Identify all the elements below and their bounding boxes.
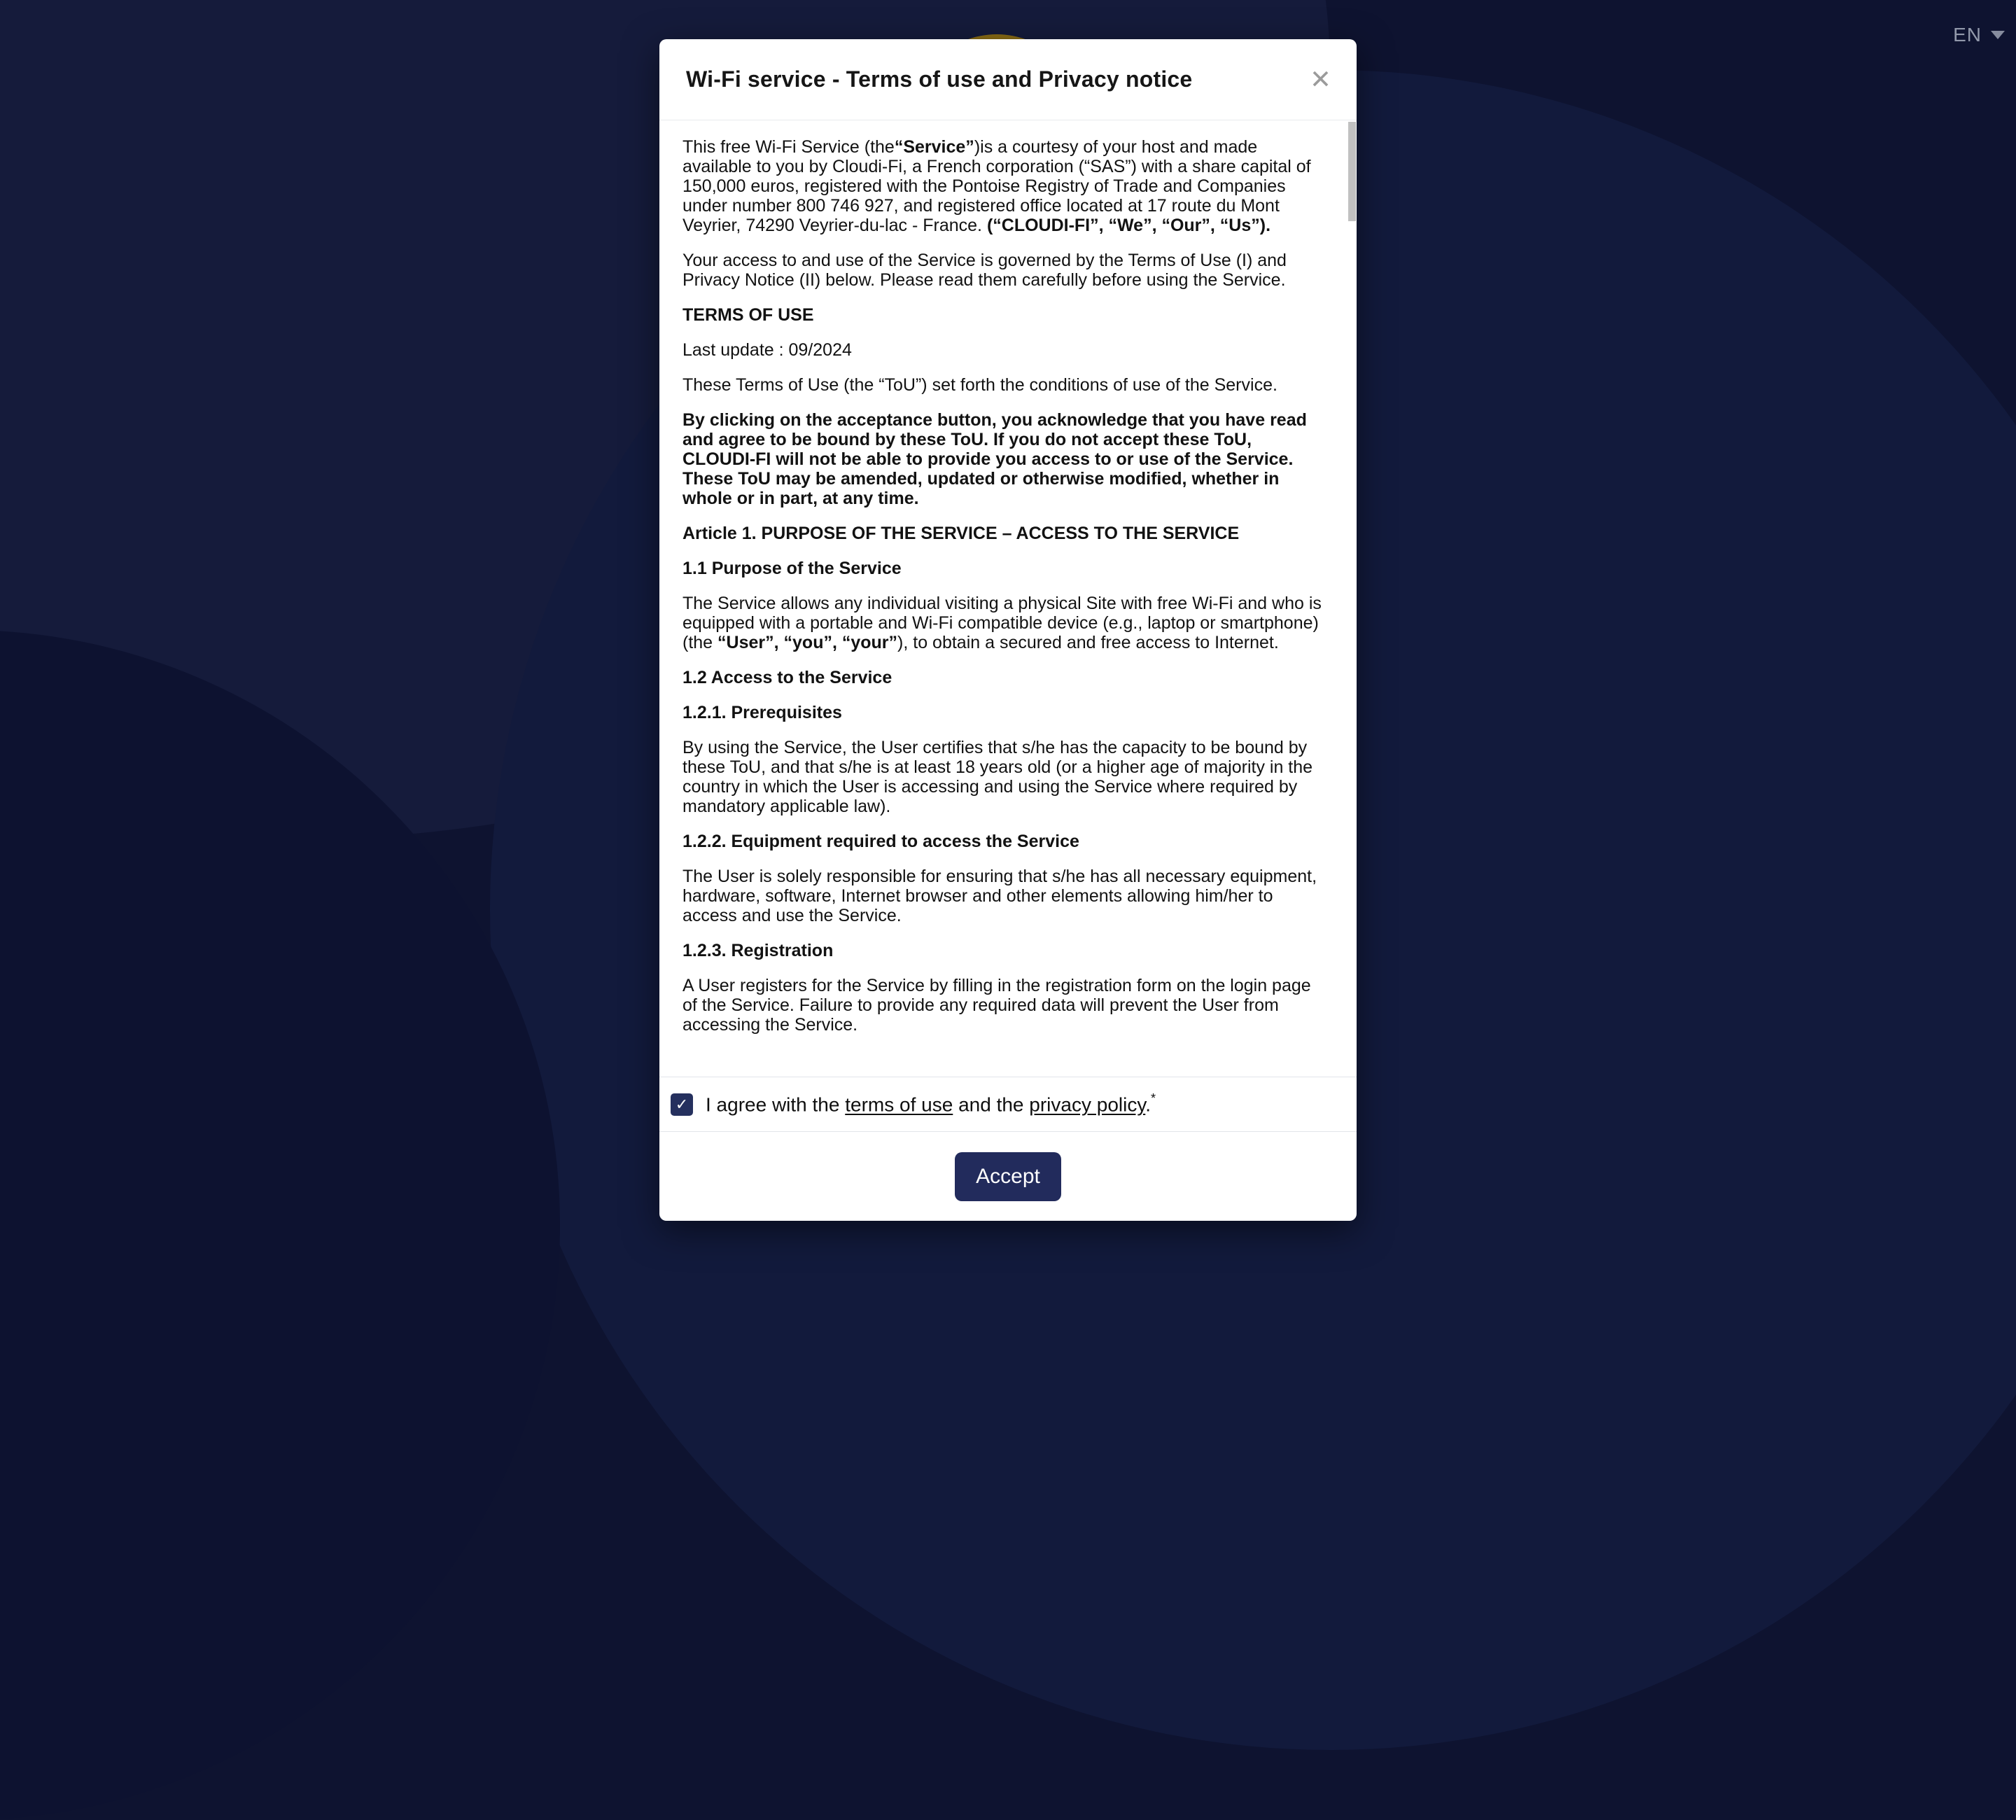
terms-of-use-link[interactable]: terms of use [845,1093,953,1116]
terms-paragraph: These Terms of Use (the “ToU”) set forth the conditions of use of the Service. [682,375,1278,395]
accept-button[interactable]: Accept [955,1152,1061,1201]
privacy-policy-link[interactable]: privacy policy [1029,1093,1146,1116]
terms-heading: 1.2.1. Prerequisites [682,703,842,722]
terms-heading: Article 1. PURPOSE OF THE SERVICE – ACCESS TO THE SERVICE [682,524,1240,543]
agreement-text-prefix: I agree with the [706,1093,846,1116]
language-label: EN [1953,24,1982,46]
terms-scroll-area[interactable] [659,120,1357,1077]
terms-paragraph: The User is solely responsible for ensuring that s/he has all necessary equipment, hardware, software, Internet browser and other elements allowing him/her to access and use the Service. [682,867,1317,925]
agree-checkbox[interactable] [671,1093,693,1116]
check-icon: ✓ [675,1095,689,1113]
terms-heading: 1.2.2. Equipment required to access the Service [682,832,1079,851]
terms-paragraph: A User registers for the Service by filling in the registration form on the login page of the Service. Failure to provide any required data will prevent the User from accessing the Service. [682,976,1311,1035]
terms-content [659,120,1357,1035]
terms-paragraph: By using the Service, the User certifies that s/he has the capacity to be bound by these ToU, and that s/he is at least 18 years old (or a higher age of majority in the country in which the User is accessing and using the Service where required by mandatory applicable law). [682,738,1313,816]
terms-heading: 1.1 Purpose of the Service [682,559,902,578]
terms-heading: 1.2 Access to the Service [682,668,892,687]
terms-heading: 1.2.3. Registration [682,941,834,960]
required-marker: * [1151,1091,1156,1105]
terms-paragraph: The Service allows any individual visiting a physical Site with free Wi-Fi and who is equipped with a portable and Wi-Fi compatible device (e.g., laptop or smartphone) (the “User”, “you”, “your”), to obtain a secured and free access to Internet. [682,594,1322,652]
close-button[interactable] [1306,66,1336,92]
terms-paragraph: Your access to and use of the Service is governed by the Terms of Use (I) and Privacy Notice (II) below. Please read them carefully before using the Service. [682,251,1287,290]
scrollbar-thumb[interactable] [1348,122,1356,221]
agreement-row [659,1077,1357,1132]
agreement-text-suffix: . [1145,1093,1152,1116]
terms-paragraph: Last update : 09/2024 [682,340,852,360]
modal-header [659,39,1357,120]
close-icon: ✕ [1309,65,1331,94]
terms-paragraph: This free Wi-Fi Service (the“Service”)is a courtesy of your host and made available to you by Cloudi-Fi, a French corporation (“SAS”) with a share capital of 150,000 euros, registered with the Pontoise Registry of Trade and Companies under number 800 746 927, and registered office located at 17 route du Mont Veyrier, 74290 Veyrier-du-lac - France. (“CLOUDI-FI”, “We”, “Our”, “Us”). [682,137,1311,235]
terms-heading: TERMS OF USE [682,305,814,325]
agreement-label [706,1093,1156,1116]
terms-heading: By clicking on the acceptance button, you acknowledge that you have read and agree to be bound by these ToU. If you do not accept these ToU, CLOUDI-FI will not be able to provide you access to or use of the Service. These ToU may be amended, updated or otherwise modified, whether in whole or in part, at any time. [682,410,1307,508]
modal-footer [659,1132,1357,1221]
modal-title: Wi-Fi service - Terms of use and Privacy notice [686,66,1193,92]
terms-modal [659,39,1357,1221]
agreement-text-middle: and the [953,1093,1030,1116]
language-selector[interactable] [1953,24,2005,46]
caret-down-icon [1991,31,2005,39]
